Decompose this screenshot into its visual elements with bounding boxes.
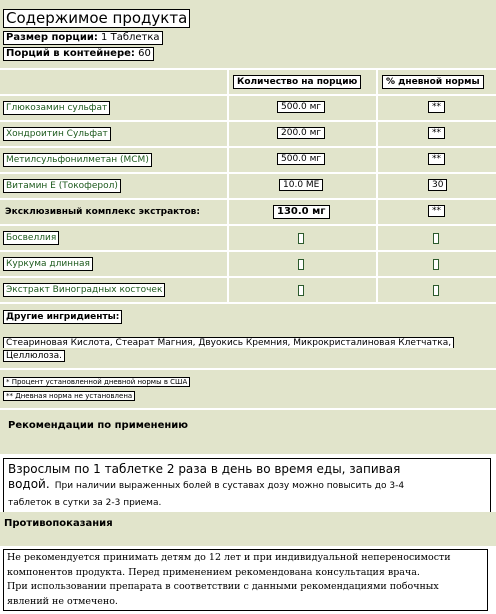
- empty-value-marker: [298, 259, 304, 270]
- empty-value-marker: [433, 233, 439, 244]
- contraindications-line: Не рекомендуется принимать детям до 12 лет и при индивидуальной непереносимости: [7, 552, 451, 563]
- contraindications-line: компонентов продукта. Перед применением рекомендована консультация врача.: [7, 566, 420, 578]
- footnote-daily-value: * Процент установленной дневной нормы в США: [3, 377, 190, 387]
- usage-line: таблеток в сутки за 2-3 приема.: [8, 498, 162, 508]
- usage-line: водой.: [8, 477, 50, 491]
- other-ingredients-line: Целлюлоза.: [3, 350, 65, 362]
- column-header-daily-value: % дневной нормы: [382, 75, 484, 89]
- ingredient-name: Витамин Е (Токоферол): [3, 179, 121, 193]
- serving-size-label: Размер порции:: [6, 32, 98, 43]
- other-ingredients-text: [3, 337, 454, 363]
- ingredient-amount: 500.0 мг: [277, 101, 325, 113]
- empty-value-marker: [433, 259, 439, 270]
- contraindications-line: При использовании препарата в соответствии с данными рекомендациями побочных: [7, 581, 439, 592]
- contraindications-line: явлений не отмечено.: [7, 595, 118, 607]
- contraindications-text: [3, 549, 488, 611]
- product-title: Содержимое продукта: [3, 9, 190, 28]
- complex-amount: 130.0 мг: [273, 205, 330, 219]
- sub-ingredient-name: Экстракт Виноградных косточек: [3, 283, 165, 297]
- ingredient-name: Метилсульфонилметан (МСМ): [3, 153, 152, 167]
- sub-ingredient-name: Босвеллия: [3, 231, 59, 245]
- empty-value-marker: [433, 285, 439, 296]
- serving-size: [3, 31, 163, 45]
- servings-per-container: [3, 47, 154, 61]
- servings-label: Порций в контейнере:: [6, 48, 135, 59]
- sub-ingredient-name: Куркума длинная: [3, 257, 93, 271]
- usage-line: Взрослым по 1 таблетке 2 раза в день во время еды, запивая: [8, 462, 401, 476]
- ingredient-amount: 200.0 мг: [277, 127, 325, 139]
- contraindications-heading: Противопоказания: [4, 518, 113, 529]
- usage-line: При наличии выраженных болей в суставах дозу можно повысить до 3-4: [54, 481, 405, 491]
- ingredient-daily-value: **: [428, 153, 445, 165]
- ingredient-name: Хондроитин Сульфат: [3, 127, 111, 141]
- footnotes-section: [0, 370, 496, 408]
- complex-daily-value: **: [428, 205, 445, 217]
- usage-heading: Рекомендации по применению: [8, 420, 188, 431]
- ingredient-name: Глюкозамин сульфат: [3, 101, 110, 115]
- ingredient-amount: 10.0 МЕ: [279, 179, 323, 191]
- ingredient-daily-value: 30: [428, 179, 447, 191]
- usage-text: [3, 458, 491, 513]
- ingredient-daily-value: **: [428, 127, 445, 139]
- servings-value: 60: [138, 48, 151, 59]
- footnote-not-established: ** Дневная норма не установлена: [3, 391, 135, 401]
- ingredient-amount: 500.0 мг: [277, 153, 325, 165]
- other-ingredients-line: Стеариновая Кислота, Стеарат Магния, Двуокись Кремния, Микрокристалиновая Клетчатка,: [3, 337, 454, 348]
- empty-value-marker: [298, 233, 304, 244]
- other-ingredients-label: Другие ингридиенты:: [3, 310, 122, 324]
- ingredient-daily-value: **: [428, 101, 445, 113]
- usage-heading-band: [0, 410, 496, 454]
- empty-value-marker: [298, 285, 304, 296]
- serving-size-value: 1 Таблетка: [101, 32, 160, 43]
- complex-name: Эксклюзивный комплекс экстрактов:: [5, 207, 200, 217]
- column-header-amount: Количество на порцию: [233, 75, 361, 89]
